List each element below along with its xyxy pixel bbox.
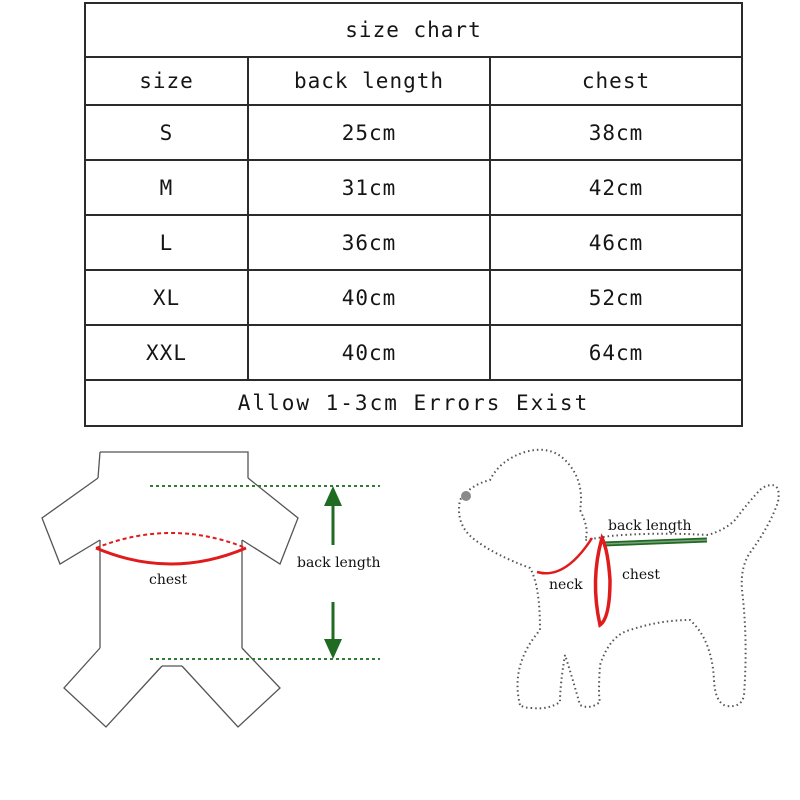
size-cell: XXL xyxy=(85,325,248,380)
size-cell: XL xyxy=(85,270,248,325)
table-row xyxy=(85,270,742,325)
chest-cell: 46cm xyxy=(490,215,742,270)
garment-chest-label: chest xyxy=(149,572,187,588)
dog-chest-label: chest xyxy=(622,567,660,583)
table-row xyxy=(85,325,742,380)
back-length-cell: 40cm xyxy=(248,270,490,325)
chest-cell: 42cm xyxy=(490,160,742,215)
back-length-cell: 25cm xyxy=(248,105,490,160)
chest-cell: 38cm xyxy=(490,105,742,160)
table-row xyxy=(85,105,742,160)
size-chart-table xyxy=(84,2,743,427)
back-length-arrow-icon xyxy=(324,486,342,659)
dog-neck-label: neck xyxy=(549,577,583,593)
column-header-size: size xyxy=(85,57,248,105)
size-cell: M xyxy=(85,160,248,215)
table-row xyxy=(85,160,742,215)
garment-diagram xyxy=(30,440,390,740)
table-row xyxy=(85,215,742,270)
chest-measure-back-curve xyxy=(96,533,246,548)
error-tolerance-note: Allow 1-3cm Errors Exist xyxy=(85,380,742,426)
size-chart-title: size chart xyxy=(85,3,742,57)
chest-cell: 52cm xyxy=(490,270,742,325)
dog-outline xyxy=(459,450,779,709)
chest-cell: 64cm xyxy=(490,325,742,380)
column-header-chest: chest xyxy=(490,57,742,105)
size-cell: L xyxy=(85,215,248,270)
chest-measure-front-curve xyxy=(96,548,246,564)
dog-nose-icon xyxy=(461,491,471,501)
back-length-cell: 36cm xyxy=(248,215,490,270)
dog-back-length-label: back length xyxy=(608,518,692,534)
garment-back-length-label: back length xyxy=(297,555,381,571)
dog-neck-measure xyxy=(537,538,592,573)
back-length-cell: 31cm xyxy=(248,160,490,215)
dog-diagram xyxy=(440,440,790,740)
column-header-back-length: back length xyxy=(248,57,490,105)
size-cell: S xyxy=(85,105,248,160)
garment-outline xyxy=(42,452,298,727)
back-length-cell: 40cm xyxy=(248,325,490,380)
dog-chest-measure xyxy=(595,538,610,625)
